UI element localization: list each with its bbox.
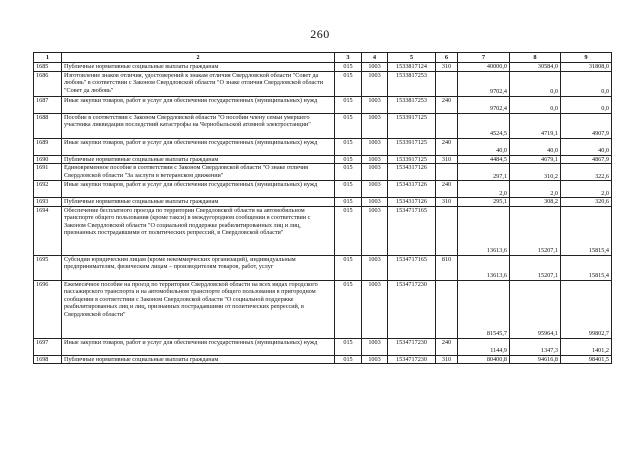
row-code-4: 1003	[362, 198, 388, 207]
row-code-4: 1003	[362, 113, 388, 138]
row-value-7: 297,1	[458, 164, 510, 181]
row-value-8: 2,0	[510, 181, 561, 198]
row-value-8: 4719,1	[510, 113, 561, 138]
row-value-7: 13613,6	[458, 206, 510, 255]
row-code-3: 015	[335, 96, 362, 113]
table-row	[34, 138, 612, 155]
row-value-8: 0,0	[510, 71, 561, 96]
row-value-7: 40,0	[458, 138, 510, 155]
row-code-6	[436, 206, 458, 255]
row-name: Иные закупки товаров, работ и услуг для обеспечения государственных (муниципальных) нужд	[62, 138, 335, 155]
column-header-8: 8	[510, 53, 561, 63]
row-code-3: 015	[335, 164, 362, 181]
row-value-8: 40,0	[510, 138, 561, 155]
row-code-6	[436, 164, 458, 181]
row-number: 1694	[34, 206, 62, 255]
row-code-3: 015	[335, 198, 362, 207]
row-value-9: 15815,4	[561, 206, 612, 255]
row-value-7: 4484,5	[458, 155, 510, 164]
row-value-8: 15207,1	[510, 255, 561, 280]
row-value-7: 9702,4	[458, 71, 510, 96]
row-code-4: 1003	[362, 255, 388, 280]
row-value-7: 81545,7	[458, 280, 510, 338]
column-header-9: 9	[561, 53, 612, 63]
row-code-5: 1534717230	[388, 338, 436, 355]
column-header-7: 7	[458, 53, 510, 63]
row-number: 1695	[34, 255, 62, 280]
column-header-2: 2	[62, 53, 335, 63]
row-code-4: 1003	[362, 155, 388, 164]
row-number: 1690	[34, 155, 62, 164]
row-value-7: 4524,5	[458, 113, 510, 138]
budget-table	[33, 52, 612, 364]
row-code-6: 240	[436, 96, 458, 113]
row-value-9: 40,0	[561, 138, 612, 155]
row-code-3: 015	[335, 338, 362, 355]
row-code-5: 1533917125	[388, 155, 436, 164]
row-code-6: 240	[436, 338, 458, 355]
row-name: Субсидии юридическим лицам (кроме некоммерческих организаций), индивидуальным предпринимателям, физическим лицам – производителям товаров, работ, услуг	[62, 255, 335, 280]
row-value-9: 322,6	[561, 164, 612, 181]
row-number: 1689	[34, 138, 62, 155]
row-code-3: 015	[335, 255, 362, 280]
row-value-9: 4907,9	[561, 113, 612, 138]
row-name: Единовременное пособие в соответствии с Законом Свердловской области "О знаке отличия Свердловской области "За заслуги в ветеранском движении"	[62, 164, 335, 181]
row-number: 1698	[34, 355, 62, 364]
row-code-5: 1533917125	[388, 138, 436, 155]
row-value-9: 99802,7	[561, 280, 612, 338]
table-row	[34, 155, 612, 164]
row-value-7: 80400,8	[458, 355, 510, 364]
table-row	[34, 63, 612, 72]
table-row	[34, 355, 612, 364]
row-value-7: 9702,4	[458, 96, 510, 113]
row-code-5: 1534717230	[388, 355, 436, 364]
row-number: 1696	[34, 280, 62, 338]
row-name: Публичные нормативные социальные выплаты гражданам	[62, 198, 335, 207]
row-value-8: 0,0	[510, 96, 561, 113]
row-value-7: 40000,0	[458, 63, 510, 72]
row-code-6: 310	[436, 198, 458, 207]
row-code-4: 1003	[362, 181, 388, 198]
row-code-3: 015	[335, 181, 362, 198]
row-number: 1692	[34, 181, 62, 198]
row-value-9: 2,0	[561, 181, 612, 198]
row-number: 1691	[34, 164, 62, 181]
row-value-9: 15815,4	[561, 255, 612, 280]
row-name: Обеспечение бесплатного проезда по территории Свердловской области на автомобильном транспорте общего пользования (кроме такси) в междугородном сообщении в соответствии с Законом Свердловской области "О социальной поддержке реабилитированных лиц и лиц, признанных пострадавшими от политических репрессий, в Свердловской области"	[62, 206, 335, 255]
row-number: 1687	[34, 96, 62, 113]
row-code-3: 015	[335, 138, 362, 155]
row-code-6	[436, 280, 458, 338]
row-value-9: 0,0	[561, 71, 612, 96]
row-code-5: 1534317126	[388, 164, 436, 181]
row-number: 1693	[34, 198, 62, 207]
column-header-4: 4	[362, 53, 388, 63]
column-header-1: 1	[34, 53, 62, 63]
row-code-4: 1003	[362, 355, 388, 364]
table-row	[34, 338, 612, 355]
row-code-6: 240	[436, 181, 458, 198]
row-value-9: 1401,2	[561, 338, 612, 355]
row-name: Изготовление знаков отличия, удостоверений к знакам отличия Свердловской области "Совет да любовь" в соответствии с Законом Свердловской области "О знаке отличия Свердловской области "Совет да любовь"	[62, 71, 335, 96]
row-code-6: 310	[436, 155, 458, 164]
row-code-5: 1533817124	[388, 63, 436, 72]
column-header-6: 6	[436, 53, 458, 63]
row-number: 1688	[34, 113, 62, 138]
row-number: 1697	[34, 338, 62, 355]
row-code-6: 810	[436, 255, 458, 280]
page-number: 260	[310, 27, 330, 41]
row-code-3: 015	[335, 155, 362, 164]
row-value-7: 1144,9	[458, 338, 510, 355]
row-value-7: 2,0	[458, 181, 510, 198]
row-code-4: 1003	[362, 63, 388, 72]
row-code-3: 015	[335, 71, 362, 96]
row-code-4: 1003	[362, 164, 388, 181]
column-header-3: 3	[335, 53, 362, 63]
row-name: Иные закупки товаров, работ и услуг для обеспечения государственных (муниципальных) нужд	[62, 338, 335, 355]
row-code-3: 015	[335, 63, 362, 72]
row-value-8: 1347,3	[510, 338, 561, 355]
row-code-4: 1003	[362, 280, 388, 338]
table-row	[34, 198, 612, 207]
row-code-4: 1003	[362, 338, 388, 355]
row-code-5: 1533817253	[388, 96, 436, 113]
row-code-3: 015	[335, 280, 362, 338]
row-name: Публичные нормативные социальные выплаты гражданам	[62, 355, 335, 364]
row-value-9: 320,6	[561, 198, 612, 207]
table-row	[34, 206, 612, 255]
row-value-7: 295,1	[458, 198, 510, 207]
row-value-9: 4867,9	[561, 155, 612, 164]
row-name: Публичные нормативные социальные выплаты гражданам	[62, 155, 335, 164]
table-row	[34, 71, 612, 96]
row-value-8: 15207,1	[510, 206, 561, 255]
row-name: Пособие в соответствии с Законом Свердловской области "О пособии члену семьи умершего участника ликвидации последствий катастрофы на Чернобыльской атомной электростанции"	[62, 113, 335, 138]
row-value-8: 95964,1	[510, 280, 561, 338]
row-value-8: 4679,1	[510, 155, 561, 164]
row-code-6	[436, 71, 458, 96]
row-code-4: 1003	[362, 96, 388, 113]
table-row	[34, 164, 612, 181]
table-row	[34, 280, 612, 338]
row-value-8: 30584,0	[510, 63, 561, 72]
row-code-6: 310	[436, 63, 458, 72]
header-row	[34, 53, 612, 63]
row-code-5: 1534717165	[388, 206, 436, 255]
row-code-4: 1003	[362, 206, 388, 255]
row-name: Ежемесячное пособие на проезд по территории Свердловской области на всех видах городского пассажирского транспорта и на автомобильном транспорте общего пользования в пригородном сообщении в соответствии с Законом Свердловской области "О социальной поддержке реабилитированных лиц и лиц, признанных пострадавшими от политических репрессий, в Свердловской области"	[62, 280, 335, 338]
row-value-8: 308,2	[510, 198, 561, 207]
table-row	[34, 181, 612, 198]
row-value-9: 0,0	[561, 96, 612, 113]
row-value-8: 310,2	[510, 164, 561, 181]
row-code-5: 1533817253	[388, 71, 436, 96]
row-code-5: 1534717165	[388, 255, 436, 280]
row-code-4: 1003	[362, 138, 388, 155]
row-code-6: 310	[436, 355, 458, 364]
row-value-7: 13613,6	[458, 255, 510, 280]
row-name: Иные закупки товаров, работ и услуг для обеспечения государственных (муниципальных) нужд	[62, 96, 335, 113]
table-body	[34, 63, 612, 364]
row-value-9: 98401,5	[561, 355, 612, 364]
row-code-6: 240	[436, 138, 458, 155]
table-row	[34, 255, 612, 280]
row-code-5: 1534317126	[388, 198, 436, 207]
row-value-9: 31808,0	[561, 63, 612, 72]
row-code-3: 015	[335, 113, 362, 138]
table-row	[34, 96, 612, 113]
row-code-3: 015	[335, 206, 362, 255]
row-number: 1685	[34, 63, 62, 72]
row-code-3: 015	[335, 355, 362, 364]
row-code-6	[436, 113, 458, 138]
row-name: Иные закупки товаров, работ и услуг для обеспечения государственных (муниципальных) нужд	[62, 181, 335, 198]
column-header-5: 5	[388, 53, 436, 63]
row-value-8: 94616,8	[510, 355, 561, 364]
row-code-5: 1534717230	[388, 280, 436, 338]
table-row	[34, 113, 612, 138]
row-code-4: 1003	[362, 71, 388, 96]
row-code-5: 1533917125	[388, 113, 436, 138]
row-code-5: 1534317126	[388, 181, 436, 198]
row-name: Публичные нормативные социальные выплаты гражданам	[62, 63, 335, 72]
row-number: 1686	[34, 71, 62, 96]
